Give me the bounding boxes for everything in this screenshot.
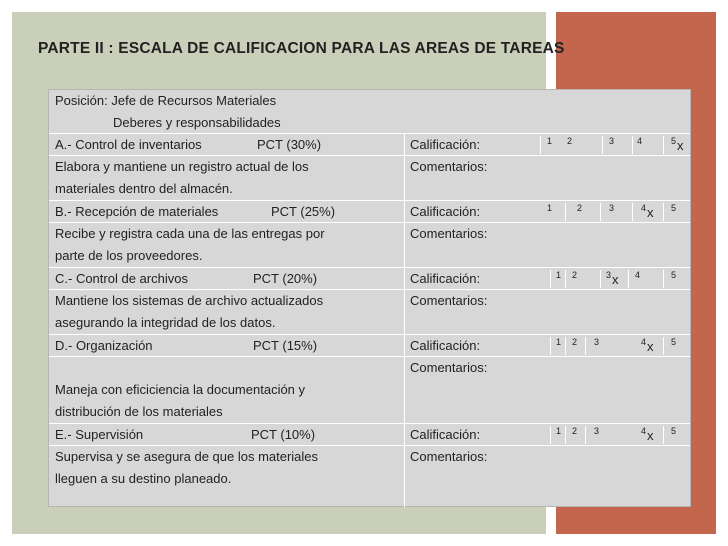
scale-number: 3 — [609, 136, 615, 146]
scale-divider — [602, 136, 603, 154]
scale-divider — [663, 136, 664, 154]
section-heading-row — [49, 134, 690, 156]
section-description-row — [49, 290, 690, 335]
section-name: D.- Organización — [55, 338, 153, 353]
scale-number: 3 — [594, 426, 600, 436]
comments-label: Comentarios: — [410, 360, 488, 375]
section-pct: PCT (30%) — [257, 137, 322, 152]
rating-cell — [405, 268, 690, 289]
rating-scale — [405, 136, 690, 154]
comments-cell — [405, 290, 690, 334]
section-description-row — [49, 156, 690, 201]
scale-number: 1 — [547, 136, 553, 146]
section-description-row — [49, 223, 690, 268]
section-name: C.- Control de archivos — [55, 271, 188, 286]
description-line: Recibe y registra cada una de las entregas por — [55, 226, 325, 241]
scale-divider — [585, 426, 586, 444]
comments-cell — [405, 223, 690, 267]
description-cell — [49, 156, 405, 200]
comments-cell — [405, 446, 690, 507]
comments-label: Comentarios: — [410, 226, 488, 241]
description-line: Maneja con eficiciencia la documentación y — [55, 382, 306, 397]
scale-number: 4 — [635, 270, 641, 280]
comments-label: Comentarios: — [410, 159, 488, 174]
description-cell — [49, 446, 405, 507]
scale-number: 3 — [594, 337, 600, 347]
rating-label: Calificación: — [410, 338, 481, 353]
scale-number: 2 — [572, 270, 578, 280]
rating-cell — [405, 424, 690, 445]
rating-cell — [405, 335, 690, 356]
scale-divider — [628, 270, 629, 288]
header-row — [49, 90, 690, 134]
scale-number: 1 — [547, 203, 553, 213]
rating-mark: x — [647, 339, 654, 354]
rating-label: Calificación: — [410, 427, 481, 442]
description-cell — [49, 223, 405, 267]
scale-number: 5 — [671, 203, 677, 213]
scale-number: 3 — [606, 270, 612, 280]
scale-divider — [550, 270, 551, 288]
scale-divider — [585, 337, 586, 355]
scale-divider — [632, 136, 633, 154]
rating-scale — [405, 203, 690, 221]
description-line: materiales dentro del almacén. — [55, 181, 233, 196]
description-cell — [49, 357, 405, 423]
scale-number: 1 — [556, 270, 562, 280]
duties-label: Deberes y responsabilidades — [113, 115, 281, 130]
section-heading-cell — [49, 424, 405, 445]
description-cell — [49, 290, 405, 334]
comments-label: Comentarios: — [410, 449, 488, 464]
scale-divider — [565, 203, 566, 221]
scale-divider — [600, 203, 601, 221]
scale-number: 5 — [671, 426, 677, 436]
rating-mark: x — [647, 428, 654, 443]
description-line: asegurando la integridad de los datos. — [55, 315, 276, 330]
section-heading-row — [49, 335, 690, 357]
section-pct: PCT (15%) — [253, 338, 318, 353]
description-line: Mantiene los sistemas de archivo actualizados — [55, 293, 324, 308]
scale-number: 2 — [567, 136, 573, 146]
scale-number: 4 — [641, 203, 647, 213]
section-heading-row — [49, 424, 690, 446]
rating-mark: x — [612, 272, 619, 287]
scale-number: 5 — [671, 337, 677, 347]
description-line: Elabora y mantiene un registro actual de los — [55, 159, 309, 174]
scale-divider — [550, 426, 551, 444]
scale-number: 4 — [641, 426, 647, 436]
rating-scale — [405, 337, 690, 355]
description-line: Supervisa y se asegura de que los materiales — [55, 449, 319, 464]
scale-divider — [550, 337, 551, 355]
scale-divider — [663, 426, 664, 444]
rating-scale — [405, 270, 690, 288]
scale-divider — [565, 337, 566, 355]
section-name: A.- Control de inventarios — [55, 137, 202, 152]
scale-divider — [632, 203, 633, 221]
section-description-row — [49, 446, 690, 507]
rating-scale — [405, 426, 690, 444]
section-description-row — [49, 357, 690, 424]
scale-number: 5 — [671, 270, 677, 280]
scale-number: 4 — [637, 136, 643, 146]
scale-divider — [565, 270, 566, 288]
rating-table — [48, 89, 691, 507]
scale-number: 2 — [577, 203, 583, 213]
section-heading-cell — [49, 335, 405, 356]
scale-number: 1 — [556, 426, 562, 436]
scale-number: 1 — [556, 337, 562, 347]
position-label: Posición: Jefe de Recursos Materiales — [55, 93, 277, 108]
section-heading-row — [49, 201, 690, 223]
section-name: B.- Recepción de materiales — [55, 204, 219, 219]
rating-mark: x — [647, 205, 654, 220]
slide-title: PARTE II : ESCALA DE CALIFICACION PARA LAS AREAS DE TAREAS — [38, 40, 565, 57]
rating-label: Calificación: — [410, 204, 481, 219]
section-pct: PCT (20%) — [253, 271, 318, 286]
scale-number: 3 — [609, 203, 615, 213]
scale-number: 4 — [641, 337, 647, 347]
section-heading-cell — [49, 201, 405, 222]
scale-divider — [663, 270, 664, 288]
scale-number: 5 — [671, 136, 677, 146]
section-heading-cell — [49, 268, 405, 289]
comments-cell — [405, 156, 690, 200]
description-line: lleguen a su destino planeado. — [55, 471, 232, 486]
scale-divider — [663, 337, 664, 355]
comments-label: Comentarios: — [410, 293, 488, 308]
scale-divider — [540, 136, 541, 154]
section-pct: PCT (10%) — [251, 427, 316, 442]
section-heading-cell — [49, 134, 405, 155]
scale-number: 2 — [572, 337, 578, 347]
rating-label: Calificación: — [410, 137, 481, 152]
section-name: E.- Supervisión — [55, 427, 144, 442]
header-cell — [49, 90, 690, 133]
section-heading-row — [49, 268, 690, 290]
comments-cell — [405, 357, 690, 423]
scale-divider — [663, 203, 664, 221]
rating-mark: x — [677, 138, 684, 153]
scale-divider — [565, 426, 566, 444]
scale-number: 2 — [572, 426, 578, 436]
scale-divider — [600, 270, 601, 288]
description-line: distribución de los materiales — [55, 404, 223, 419]
rating-label: Calificación: — [410, 271, 481, 286]
section-pct: PCT (25%) — [271, 204, 336, 219]
description-line: parte de los proveedores. — [55, 248, 203, 263]
rating-cell — [405, 201, 690, 222]
rating-cell — [405, 134, 690, 155]
